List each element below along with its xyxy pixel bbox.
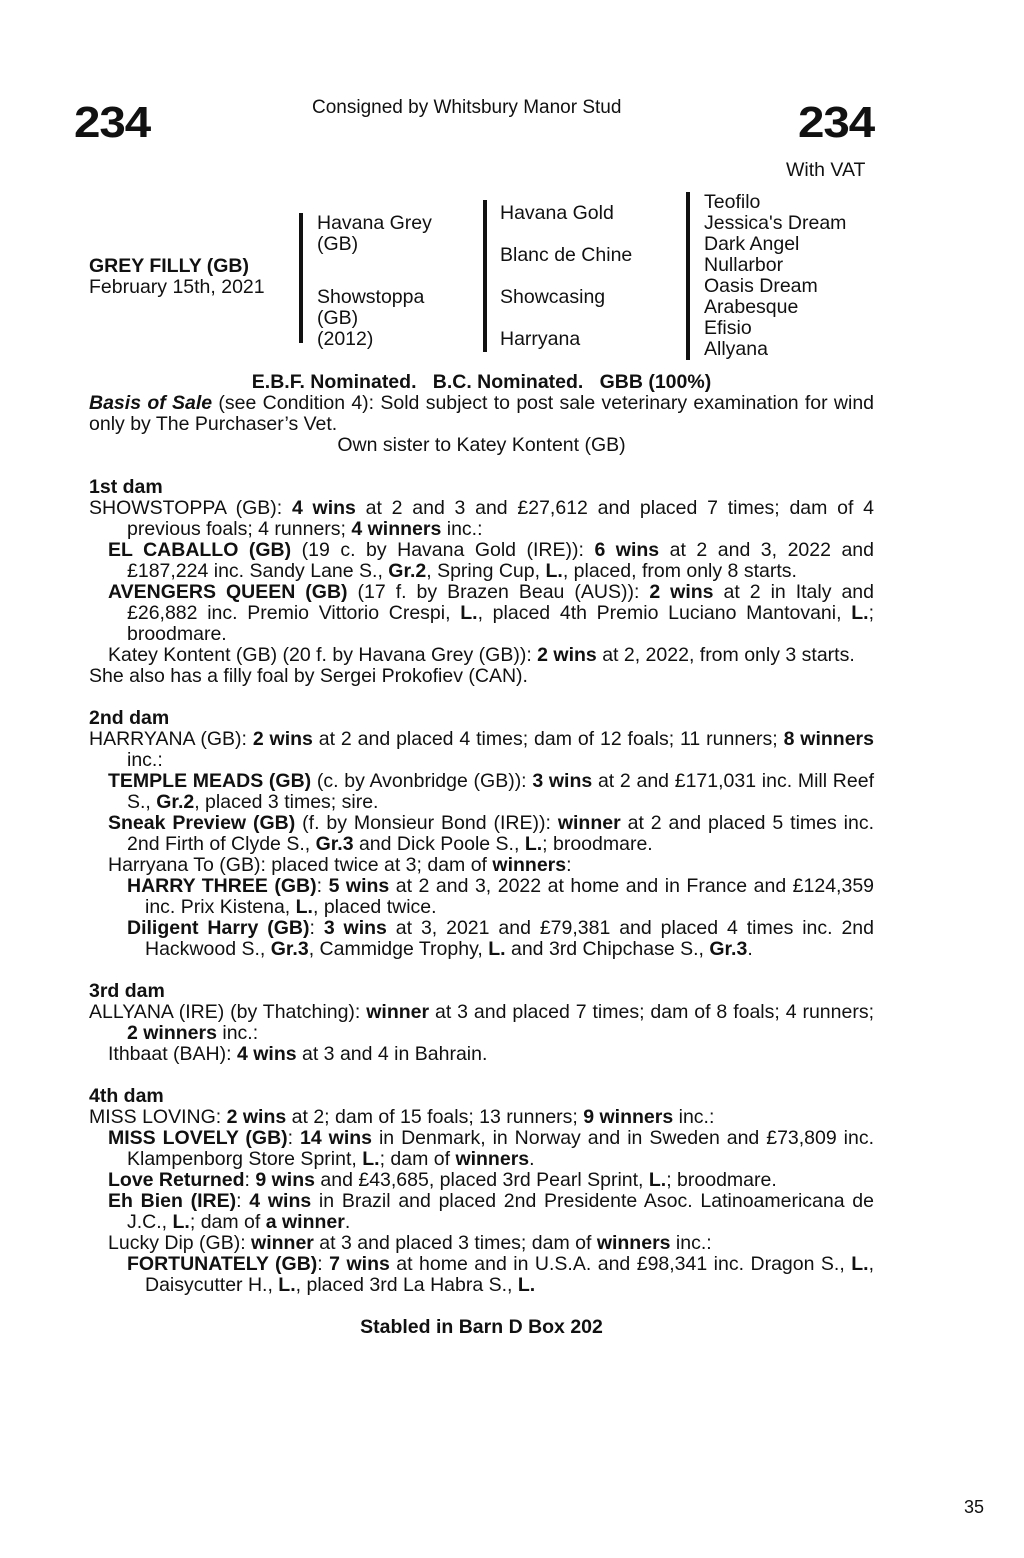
pedigree-entry: [108, 855, 874, 876]
pedigree-entry: [127, 1254, 874, 1296]
pedigree-entry: [89, 1107, 874, 1128]
foaling-date: February 15th, 2021: [89, 276, 265, 298]
text: at 3 and placed 3 times; dam of: [313, 1232, 597, 1254]
bold-text: 3 wins: [323, 917, 387, 939]
bold-text: winners: [492, 854, 567, 876]
text: inc.:: [673, 1106, 715, 1128]
text: :: [317, 1253, 330, 1275]
text: :: [287, 1127, 301, 1149]
text: ; broodmare.: [542, 833, 653, 855]
text: ; broodmare.: [666, 1169, 777, 1191]
text: MISS LOVING:: [89, 1106, 227, 1128]
pedigree-bracket: [483, 200, 487, 352]
stabling-info: Stabled in Barn D Box 202: [360, 1316, 603, 1338]
bold-text: AVENGERS QUEEN (GB): [108, 581, 348, 603]
pedigree-entry: [108, 540, 874, 582]
page-number: 35: [963, 1497, 984, 1517]
bold-text: 9 wins: [255, 1169, 315, 1191]
text: at 2 and 3 and £27,612 and placed 7 times; dam of 4 previous foals; 4 runners;: [127, 497, 874, 540]
horse-name: GREY FILLY (GB): [89, 255, 249, 277]
text: at 2 and placed 4 times; dam of 12 foals; 11 runners;: [312, 728, 784, 750]
pedigree-entry: [108, 582, 874, 645]
text: (19 c. by Havana Gold (IRE)):: [291, 539, 595, 561]
bold-text: L.: [545, 560, 563, 582]
text: at home and in U.S.A. and £98,341 inc. Dragon S.,: [389, 1253, 852, 1275]
text: in Denmark, in Norway and in Sweden and £73,809 inc. Klampenborg Store Sprint,: [127, 1127, 874, 1170]
grandparent: Havana Gold: [500, 202, 614, 224]
basis-of-sale-text: (see Condition 4): Sold subject to post sale veterinary examination for wind only by The Purchaser’s Vet.: [89, 392, 875, 435]
basis-of-sale: [89, 393, 874, 435]
dam-year: (2012): [317, 328, 374, 350]
bold-text: L.: [278, 1274, 296, 1296]
bold-text: 4 winners: [351, 518, 442, 540]
grandparent: Harryana: [500, 328, 581, 350]
text: and 3rd Chipchase S.,: [505, 938, 710, 960]
pedigree-entry: [89, 729, 874, 771]
bold-text: 2 wins: [537, 644, 597, 666]
bold-text: Love Returned: [108, 1169, 245, 1191]
pedigree-entry: [127, 918, 874, 960]
pedigree-entry: [89, 1002, 874, 1044]
dam-heading: 2nd dam: [89, 707, 170, 729]
pedigree-entry: [108, 771, 874, 813]
text: , placed 3 times; sire.: [194, 791, 379, 813]
text: .: [529, 1148, 535, 1170]
nominations: E.B.F. Nominated. B.C. Nominated. GBB (100%): [251, 371, 712, 393]
bold-text: L.: [295, 896, 313, 918]
bold-text: L.: [524, 833, 543, 855]
text: at 2, 2022, from only 3 starts.: [596, 644, 855, 666]
text: at 2 and 3, 2022 at home and in France and £124,359 inc. Prix Kistena,: [145, 875, 875, 918]
text: , Cammidge Trophy,: [308, 938, 489, 960]
spacer: [89, 1065, 874, 1086]
great-grandparents: [704, 192, 846, 360]
vat-status: With VAT: [786, 159, 866, 181]
text: ; broodmare.: [127, 602, 874, 645]
text: ALLYANA (IRE) (by Thatching):: [89, 1001, 367, 1023]
bold-text: 4 wins: [236, 1043, 297, 1065]
pedigree-entry: [108, 1191, 874, 1233]
dam-country: (GB): [317, 307, 359, 329]
bold-text: L.: [517, 1274, 536, 1296]
text: (c. by Avonbridge (GB)):: [311, 770, 533, 792]
bold-text: winners: [455, 1148, 530, 1170]
text: , placed 4th Premio Luciano Mantovani,: [477, 602, 852, 624]
text: at 3, 2021 and £79,381 and placed 4 times inc. 2nd Hackwood S.,: [145, 917, 874, 960]
bold-text: FORTUNATELY (GB): [127, 1253, 318, 1275]
text: at 2 and 3, 2022 and £187,224 inc. Sandy Lane S.,: [127, 539, 874, 582]
great-grandparent: Allyana: [704, 338, 768, 360]
text: and £43,685, placed 3rd Pearl Sprint,: [314, 1169, 649, 1191]
great-grandparent: Jessica's Dream: [704, 212, 847, 234]
bold-text: Eh Bien (IRE): [108, 1190, 237, 1212]
text: Harryana To (GB): placed twice at 3; dam of: [108, 854, 493, 876]
sire-country: (GB): [317, 233, 359, 255]
text: at 2; dam of 15 foals; 13 runners;: [286, 1106, 584, 1128]
text: She also has a filly foal by Sergei Prokofiev (CAN).: [89, 665, 528, 687]
grandparent: Blanc de Chine: [500, 244, 633, 266]
pedigree-sire: [317, 213, 432, 255]
great-grandparent: Oasis Dream: [704, 275, 818, 297]
bold-text: 4 wins: [291, 497, 356, 519]
bold-text: Gr.2: [156, 791, 195, 813]
spacer: [89, 687, 874, 708]
bold-text: L.: [460, 602, 478, 624]
bold-text: L.: [172, 1211, 190, 1233]
bold-text: Diligent Harry (GB): [127, 917, 310, 939]
bold-text: 3 wins: [532, 770, 593, 792]
bold-text: 4 wins: [249, 1190, 312, 1212]
lot-number-right: 234: [798, 98, 875, 147]
text: inc.:: [670, 1232, 712, 1254]
bold-text: Sneak Preview (GB): [108, 812, 296, 834]
bold-text: 2 wins: [226, 1106, 287, 1128]
dam-heading: 4th dam: [89, 1085, 164, 1107]
text: , placed twice.: [312, 896, 437, 918]
bold-text: 2 wins: [252, 728, 313, 750]
text: Katey Kontent (GB) (20 f. by Havana Grey (GB)):: [108, 644, 538, 666]
bold-text: L.: [362, 1148, 380, 1170]
dam-name: Showstoppa: [317, 286, 425, 308]
text: at 3 and 4 in Bahrain.: [296, 1043, 488, 1065]
sibling-note: Own sister to Katey Kontent (GB): [337, 434, 626, 456]
bold-text: 5 wins: [328, 875, 390, 897]
bold-text: TEMPLE MEADS (GB): [108, 770, 312, 792]
text: , Spring Cup,: [426, 560, 546, 582]
text: ; dam of: [379, 1148, 456, 1170]
pedigree-entry: [108, 1128, 874, 1170]
text: :: [566, 854, 572, 876]
great-grandparent: Teofilo: [704, 191, 761, 213]
bold-text: L.: [648, 1169, 667, 1191]
pedigree-bracket: [686, 192, 690, 360]
consignor: Consigned by Whitsbury Manor Stud: [312, 97, 622, 118]
text: , Daisycutter H.,: [145, 1253, 874, 1296]
text: at 3 and placed 7 times; dam of 8 foals; 4 runners;: [429, 1001, 874, 1023]
text: at 2 and placed 5 times inc. 2nd Firth of Clyde S.,: [127, 812, 875, 855]
bold-text: winner: [251, 1232, 314, 1254]
pedigree-entry: [127, 876, 874, 918]
bold-text: L.: [851, 1253, 869, 1275]
pedigree-entry: [108, 1170, 874, 1191]
text: ; dam of: [189, 1211, 266, 1233]
pedigree-entry: [108, 1044, 874, 1065]
great-grandparent: Efisio: [704, 317, 752, 339]
pedigree-entry: [108, 813, 874, 855]
great-grandparent: Dark Angel: [704, 233, 800, 255]
bold-text: HARRY THREE (GB): [127, 875, 317, 897]
bold-text: a winner: [265, 1211, 345, 1233]
text: and Dick Poole S.,: [353, 833, 525, 855]
text: inc.:: [127, 749, 163, 771]
text: :: [316, 875, 329, 897]
bold-text: 2 winners: [127, 1022, 217, 1044]
bold-text: EL CABALLO (GB): [108, 539, 292, 561]
text: Lucky Dip (GB):: [108, 1232, 252, 1254]
text: .: [344, 1211, 351, 1233]
text: in Brazil and placed 2nd Presidente Asoc. Latinoamericana de J.C.,: [127, 1190, 874, 1233]
bold-text: 14 wins: [300, 1127, 373, 1149]
text: inc.:: [216, 1022, 259, 1044]
dam-heading: 1st dam: [89, 476, 163, 498]
bold-text: Gr.2: [388, 560, 427, 582]
dam-heading: 3rd dam: [89, 980, 165, 1002]
bold-text: winners: [596, 1232, 671, 1254]
text: (f. by Monsieur Bond (IRE)):: [295, 812, 558, 834]
pedigree-bracket: [299, 213, 303, 343]
lot-number-left: 234: [74, 98, 151, 147]
pedigree-entry: [108, 645, 874, 666]
sire-name: Havana Grey: [317, 212, 432, 234]
bold-text: 6 wins: [594, 539, 660, 561]
text: Ithbaat (BAH):: [108, 1043, 237, 1065]
pedigree-entry: [89, 498, 874, 540]
pedigree-entry: [89, 666, 874, 687]
text: at 2 in Italy and £26,882 inc. Premio Vittorio Crespi,: [127, 581, 874, 624]
pedigree-entry: [108, 1233, 874, 1254]
text: , placed 3rd La Habra S.,: [295, 1274, 518, 1296]
text: :: [236, 1190, 250, 1212]
bold-text: 8 winners: [783, 728, 874, 750]
bold-text: 7 wins: [329, 1253, 390, 1275]
great-grandparent: Arabesque: [704, 296, 799, 318]
text: inc.:: [441, 518, 483, 540]
bold-text: winner: [557, 812, 621, 834]
bold-text: L.: [488, 938, 506, 960]
text: SHOWSTOPPA (GB):: [89, 497, 292, 519]
text: at 2 and £171,031 inc. Mill Reef S.,: [127, 770, 874, 813]
bold-text: Gr.3: [315, 833, 354, 855]
grandparent: Showcasing: [500, 286, 606, 308]
text: HARRYANA (GB):: [89, 728, 253, 750]
bold-text: MISS LOVELY (GB): [108, 1127, 288, 1149]
great-grandparent: Nullarbor: [704, 254, 784, 276]
bold-text: Gr.3: [709, 938, 748, 960]
text: :: [309, 917, 324, 939]
bold-text: 9 winners: [583, 1106, 674, 1128]
bold-text: 2 wins: [649, 581, 714, 603]
catalogue-body: [89, 372, 874, 1338]
text: .: [747, 938, 753, 960]
bold-text: winner: [366, 1001, 430, 1023]
spacer: [89, 960, 874, 981]
text: :: [244, 1169, 256, 1191]
bold-text: L.: [851, 602, 869, 624]
pedigree-dam: [317, 287, 424, 350]
spacer: [89, 456, 874, 477]
text: , placed, from only 8 starts.: [562, 560, 797, 582]
bold-text: Gr.3: [270, 938, 309, 960]
basis-of-sale-label: Basis of Sale: [89, 392, 213, 414]
text: (17 f. by Brazen Beau (AUS)):: [347, 581, 650, 603]
